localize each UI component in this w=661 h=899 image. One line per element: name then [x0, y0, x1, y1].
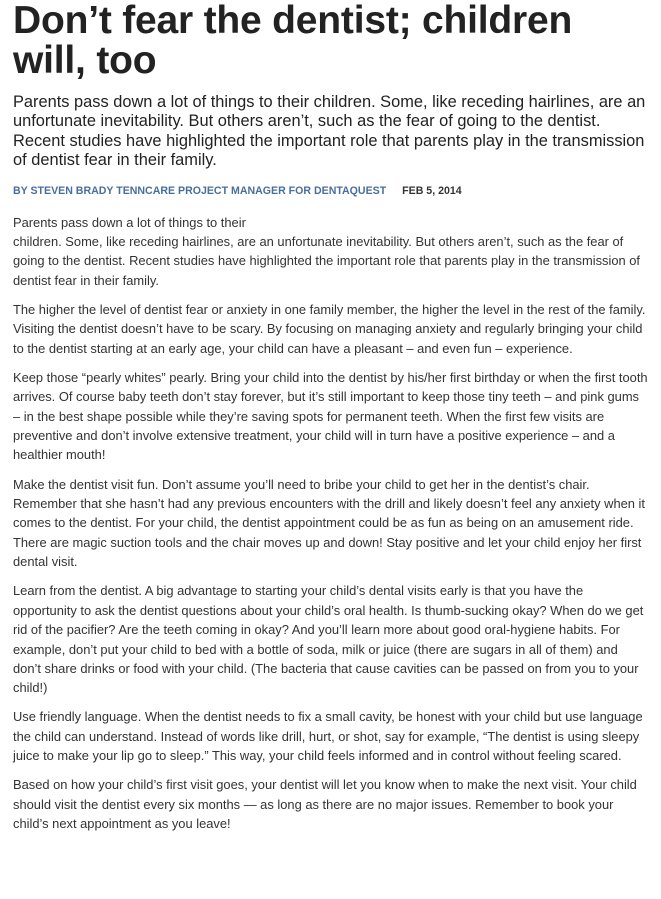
- byline-row: [13, 184, 649, 198]
- intro-first-line: Parents pass down a lot of things to their: [13, 214, 246, 230]
- article: [13, 0, 649, 843]
- article-headline: Don’t fear the dentist; children will, too: [13, 0, 573, 82]
- body-paragraph: Based on how your child’s first visit goes, your dentist will let you know when to make the next visit. Your child should visit the dentist every six months — as long as there are no major issues. Remember to book your child’s next appointment as you leave!: [13, 777, 637, 832]
- publish-date: FEB 5, 2014: [402, 184, 462, 197]
- body-paragraph: The higher the level of dentist fear or anxiety in one family member, the higher the level in the rest of the family. Visiting the dentist doesn’t have to be scary. By focusing on managing anxiety and regularly bringing your child to the dentist starting at an early age, your child can have a pleasant – and even fun – experience.: [13, 301, 646, 356]
- author-byline-link[interactable]: BY STEVEN BRADY TENNCARE PROJECT MANAGER FOR DENTAQUEST: [13, 184, 387, 197]
- body-paragraph: Keep those “pearly whites” pearly. Bring your child into the dentist by his/her first birthday or when the first tooth arrives. Of course baby teeth don’t stay forever, but it’s still important to keep those tiny teeth – and pink gums – in the best shape possible while they’re saving spots for permanent teeth. When the first few visits are preventive and don’t involve extensive treatment, your child will in turn have a positive experience – and a healthier mouth!: [13, 369, 648, 463]
- body-paragraph: Make the dentist visit fun. Don’t assume you’ll need to bribe your child to get her in the dentist’s chair. Remember that she hasn’t had any previous encounters with the drill and likely doesn’t feel any anxiety when it comes to the dentist. For your child, the dentist appointment could be as fun as being on an amusement ride. There are magic suction tools and the chair moves up and down! Stay positive and let your child enjoy her first dental visit.: [13, 476, 645, 570]
- body-paragraph: Learn from the dentist. A big advantage to starting your child’s dental visits early is that you have the opportunity to ask the dentist questions about your child’s oral health. Is thumb-sucking okay? When do we get rid of the pacifier? Are the teeth coming in okay? And you’ll learn more about good oral-hygiene habits. For example, don’t put your child to bed with a bottle of soda, milk or juice (there are sugars in all of them) and don’t share drinks or food with your child. (The bacteria that cause cavities can be passed on from you to your child!): [13, 583, 644, 696]
- intro-remainder: children. Some, like receding hairlines, are an unfortunate inevitability. But others aren’t, such as the fear of going to the dentist. Recent studies have highlighted the important role that parents play in the transmission of dentist fear in their family.: [13, 234, 641, 288]
- body-paragraph-intro: [13, 213, 649, 291]
- body-paragraph: Use friendly language. When the dentist needs to fix a small cavity, be honest with your child but use language the child can understand. Instead of words like drill, hurt, or shot, say for example, “The dentist is using sleepy juice to make your lip go to sleep.” This way, your child feels informed and in control without feeling scared.: [13, 709, 643, 764]
- article-summary: Parents pass down a lot of things to their children. Some, like receding hairlines, are an unfortunate inevitability. But others aren’t, such as the fear of going to the dentist. Recent studies have highlighted the important role that parents play in the transmission of dentist fear in their family.: [13, 93, 646, 170]
- article-body: [13, 213, 649, 834]
